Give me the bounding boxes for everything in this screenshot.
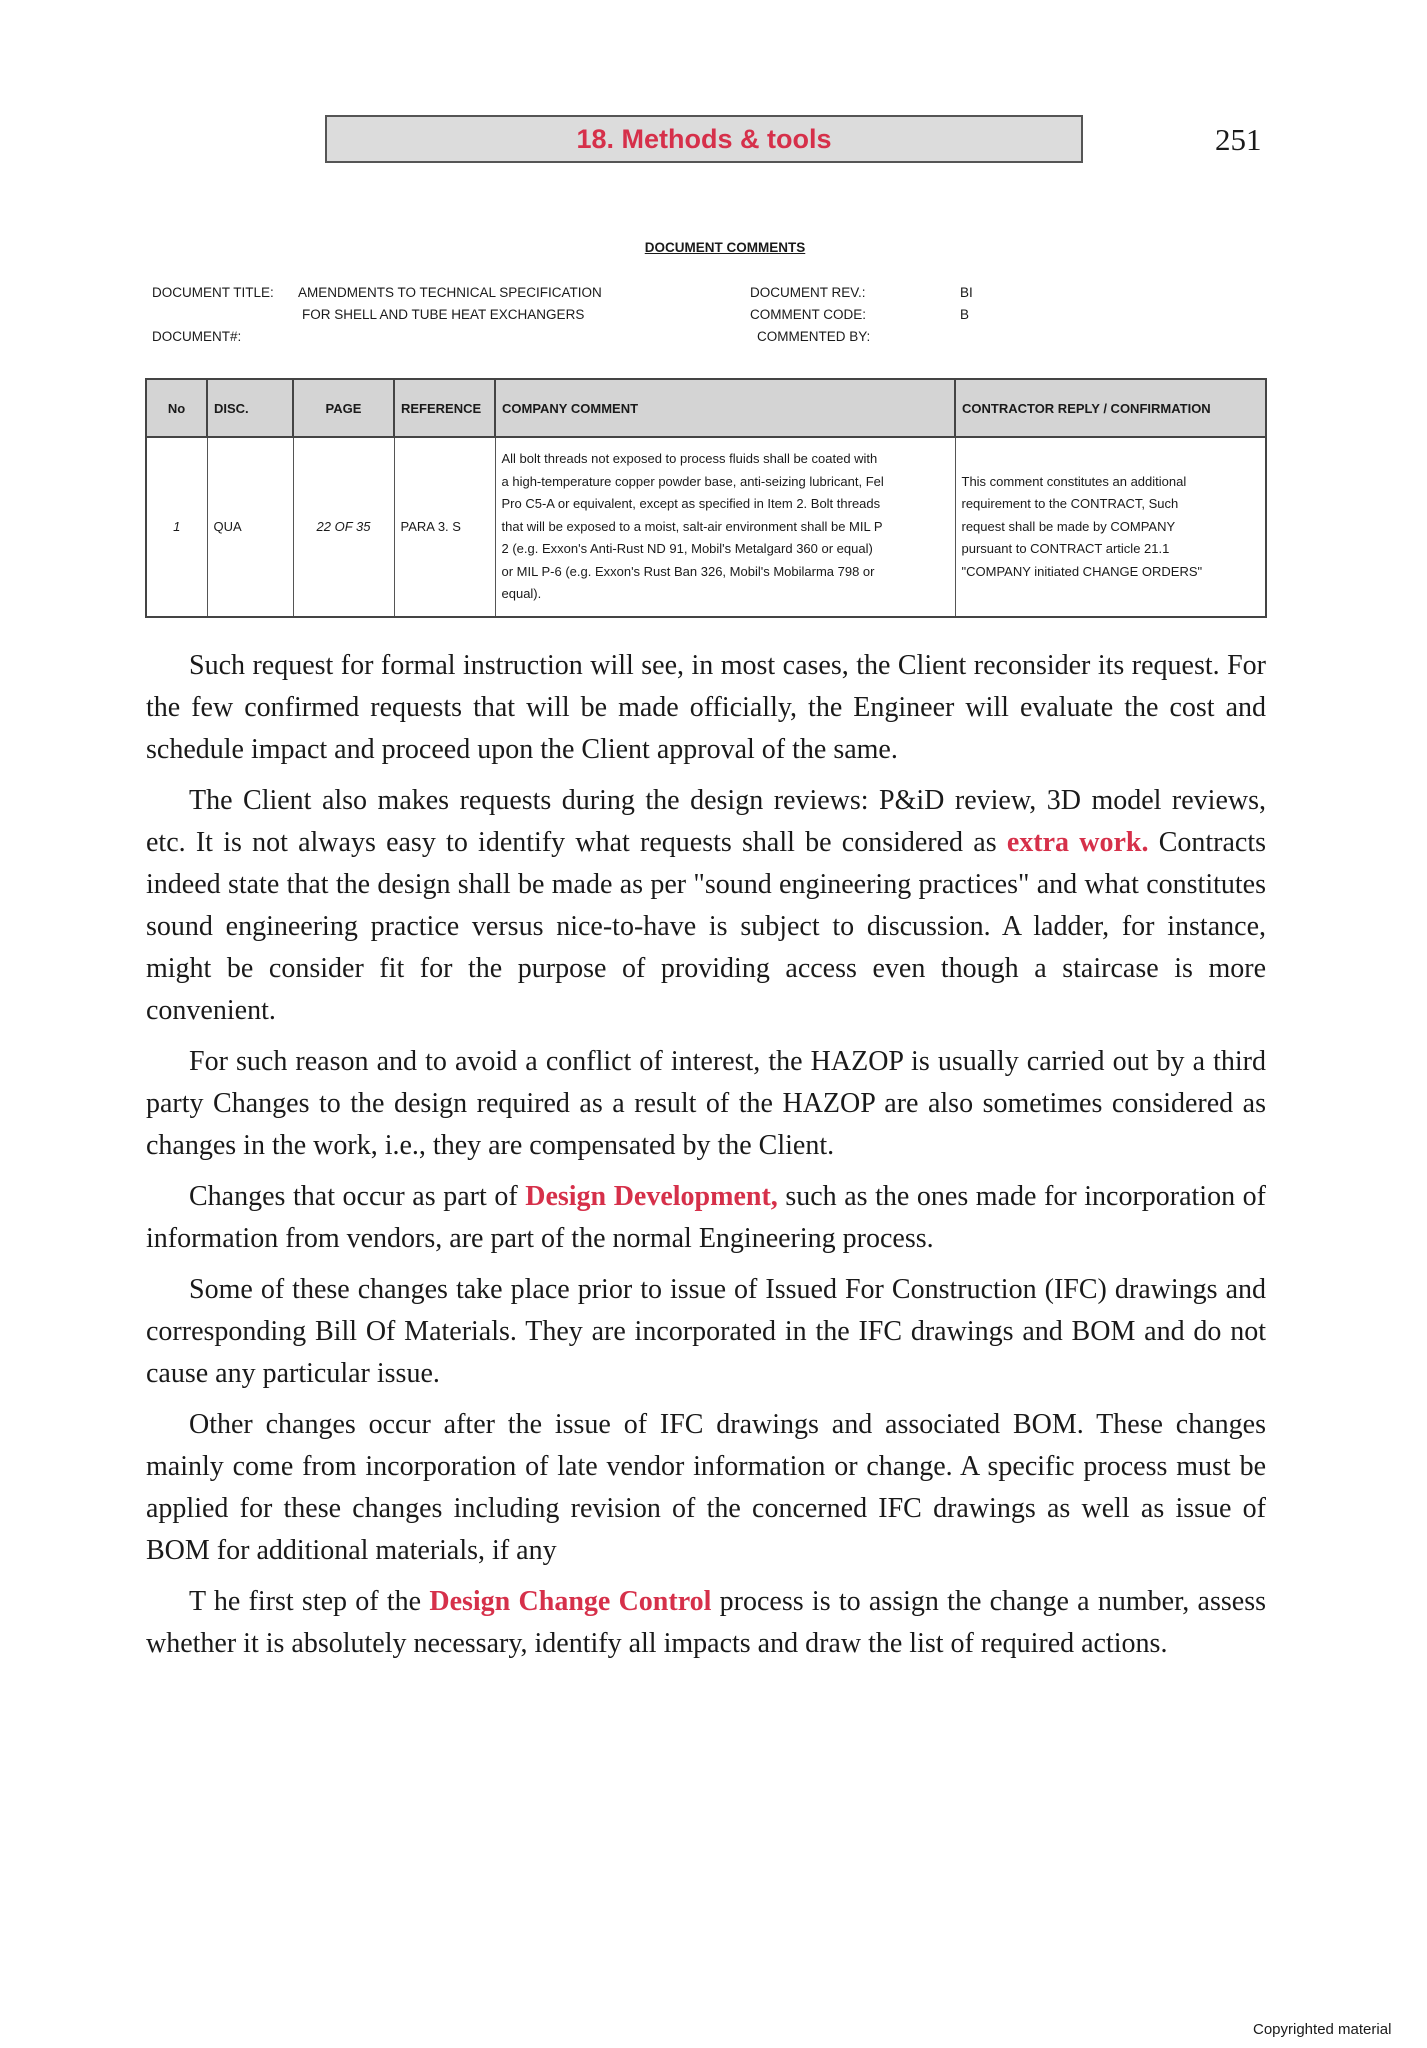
copyright-notice: Copyrighted material (1253, 2021, 1392, 2038)
reply-line: requirement to the CONTRACT, Such (961, 496, 1179, 512)
document-rev-value: BI (960, 285, 973, 300)
paragraph-6: Other changes occur after the issue of IFC drawings and associated BOM. These changes mainly come from incorporation of late vendor information or change. A specific process must be applied for these changes including revision of the concerned IFC drawings as well as issue of BOM for additional materials, if any (146, 1409, 1266, 1566)
paragraph-1: Such request for formal instruction will see, in most cases, the Client reconsider its request. For the few confirmed requests that will be made officially, the Engineer will evaluate the cost and schedule impact and proceed upon the Client approval of the same. (146, 650, 1266, 765)
document-title-label: DOCUMENT TITLE: (152, 285, 274, 300)
reply-line: request shall be made by COMPANY (961, 518, 1176, 534)
form-heading: DOCUMENT COMMENTS (644, 240, 806, 255)
reply-line: "COMPANY initiated CHANGE ORDERS" (961, 563, 1203, 579)
paragraph-2 (146, 780, 1266, 1032)
paragraph-2-text-end: Contracts indeed state that the design shall be made as per "sound engineering practices" and what constitutes sound engineering practice versus nice-to-have is subject to discussion. A ladder, for instance, might be consider fit for the purpose of providing access even though a staircase is more convenient. (146, 827, 1267, 1026)
paragraph-7-text-end: process is to assign the change a number, assess whether it is absolutely necessary, identify all impacts and draw the list of required actions. (146, 1586, 1266, 1659)
comment-line: or MIL P-6 (e.g. Exxon's Rust Ban 326, Mobil's Mobilarma 798 or (501, 563, 875, 579)
term-design-development: Design Development, (525, 1181, 778, 1212)
document-title-line1: AMENDMENTS TO TECHNICAL SPECIFICATION (298, 285, 602, 300)
cell-company-comment (495, 437, 955, 617)
comment-code-label: COMMENT CODE: (750, 307, 867, 322)
cell-no: 1 (146, 437, 207, 617)
term-design-change-control: Design Change Control (429, 1586, 712, 1617)
commented-by-label: COMMENTED BY: (757, 329, 871, 344)
cell-contractor-reply (955, 437, 1266, 617)
paragraph-7-text-start: T he first step of the (189, 1586, 430, 1617)
comment-line: that will be exposed to a moist, salt-air environment shall be MIL P (501, 518, 883, 534)
table-header-row (146, 379, 1266, 437)
header-no: No (146, 379, 207, 437)
body-text (146, 645, 1266, 1674)
cell-reference: PARA 3. S (394, 437, 495, 617)
comments-table (145, 378, 1267, 618)
paragraph-4-text-start: Changes that occur as part of (189, 1181, 526, 1212)
cell-disc: QUA (207, 437, 293, 617)
comment-line: All bolt threads not exposed to process fluids shall be coated with (501, 451, 878, 467)
reply-line: pursuant to CONTRACT article 21.1 (961, 541, 1170, 557)
header-page: PAGE (293, 379, 394, 437)
paragraph-4-text-end: such as the ones made for incorporation of information from vendors, are part of the normal Engineering process. (146, 1181, 1266, 1254)
paragraph-5: Some of these changes take place prior to issue of Issued For Construction (IFC) drawings and corresponding Bill Of Materials. They are incorporated in the IFC drawings and BOM and do not cause any particular issue. (146, 1274, 1266, 1389)
chapter-title-box (325, 115, 1083, 163)
document-comments-form (145, 240, 1265, 355)
document-number-label: DOCUMENT#: (152, 329, 242, 344)
header-reference: REFERENCE (394, 379, 495, 437)
table-row (146, 437, 1266, 617)
chapter-title: 18. Methods & tools (576, 123, 832, 154)
term-extra-work: extra work. (1006, 827, 1149, 858)
header-disc: DISC. (207, 379, 293, 437)
header-company-comment: COMPANY COMMENT (495, 379, 955, 437)
comment-code-value: B (960, 307, 970, 322)
comment-line: equal). (501, 586, 542, 602)
cell-page: 22 OF 35 (293, 437, 394, 617)
paragraph-7 (146, 1581, 1266, 1665)
comment-line: a high-temperature copper powder base, anti-seizing lubricant, Fel (501, 473, 884, 489)
document-rev-label: DOCUMENT REV.: (750, 285, 866, 300)
paragraph-2-text-start: The Client also makes requests during the design reviews: P&iD review, 3D model reviews, etc. It is not always easy to identify what requests shall be considered as (146, 785, 1266, 858)
header-contractor-reply: CONTRACTOR REPLY / CONFIRMATION (955, 379, 1266, 437)
page-number: 251 (1215, 122, 1262, 157)
paragraph-3: For such reason and to avoid a conflict of interest, the HAZOP is usually carried out by a third party Changes to the design required as a result of the HAZOP are also sometimes considered as changes in the work, i.e., they are compensated by the Client. (146, 1046, 1266, 1161)
document-title-line2: FOR SHELL AND TUBE HEAT EXCHANGERS (302, 307, 585, 322)
reply-line: This comment constitutes an additional (961, 473, 1187, 489)
comment-line: 2 (e.g. Exxon's Anti-Rust ND 91, Mobil's Metalgard 360 or equal) (501, 541, 873, 557)
form-metadata (145, 285, 1265, 355)
paragraph-4 (146, 1176, 1266, 1260)
comment-line: Pro C5-A or equivalent, except as specified in Item 2. Bolt threads (501, 496, 881, 512)
